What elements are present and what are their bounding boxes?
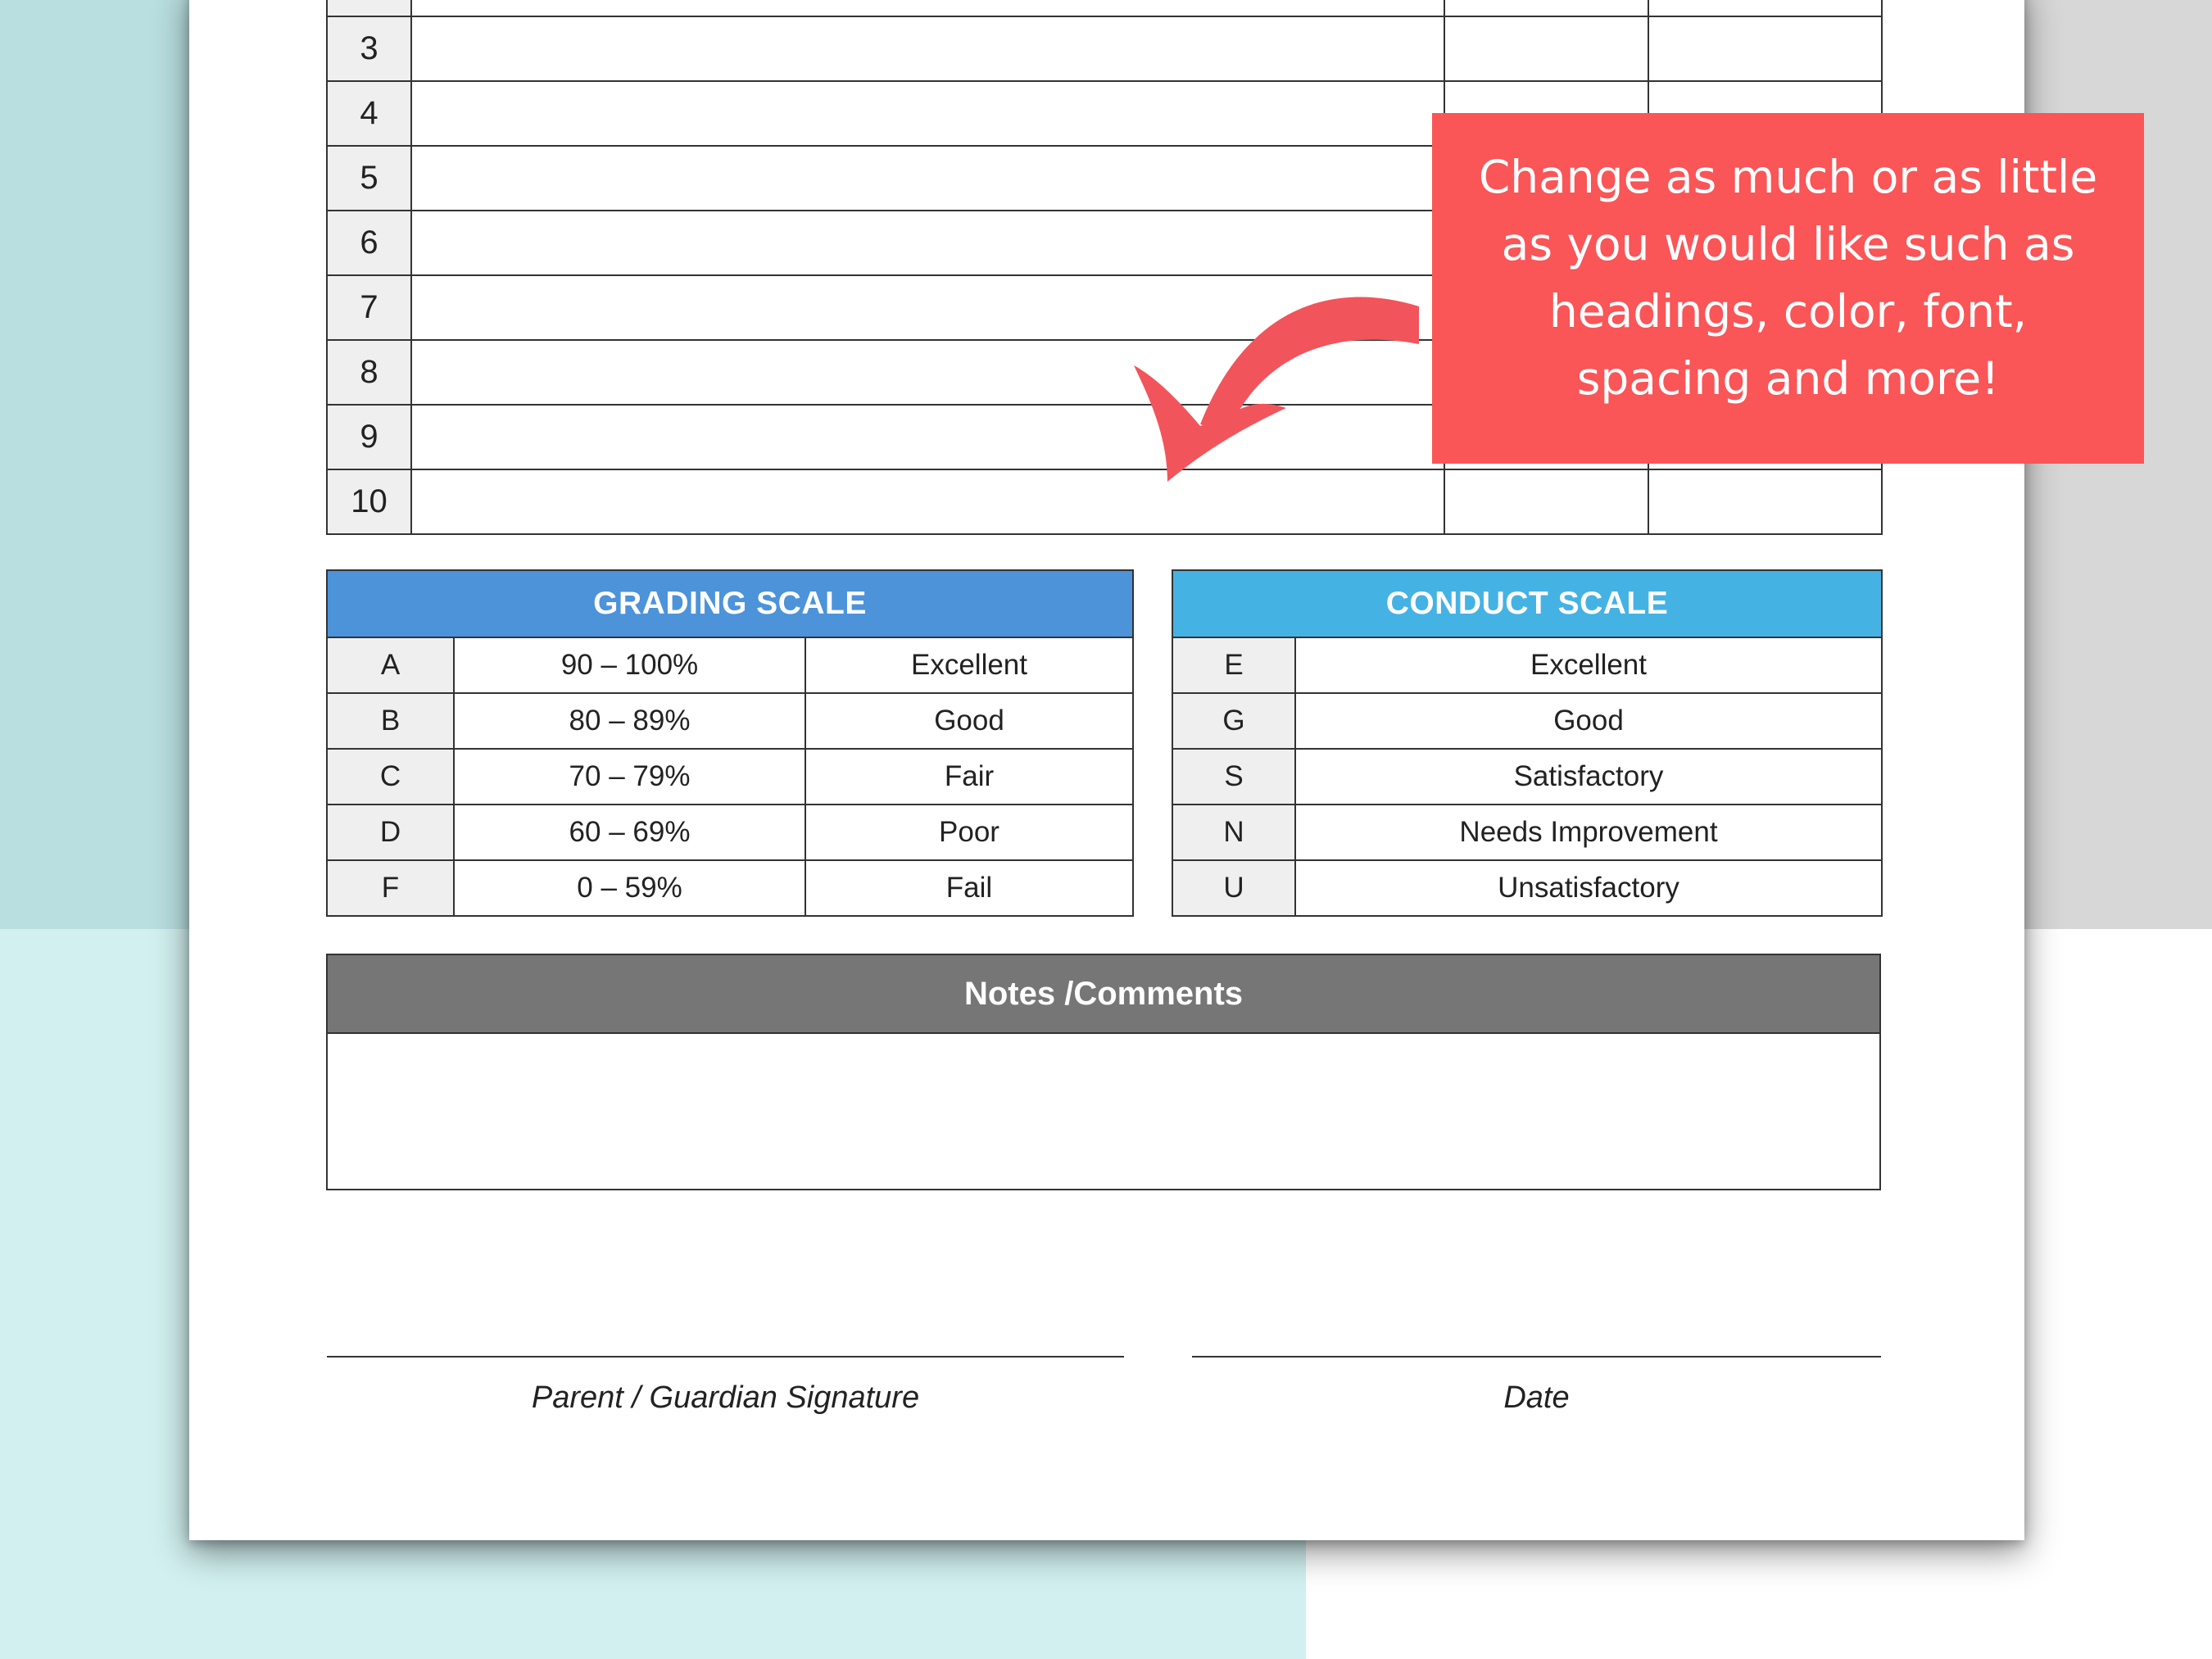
grading-row [327, 749, 1133, 805]
conduct-cell[interactable] [1648, 469, 1882, 534]
curved-arrow-icon [1122, 279, 1434, 492]
grading-row [327, 637, 1133, 693]
table-row [327, 0, 1882, 16]
subject-cell[interactable] [411, 211, 1444, 275]
row-number: 4 [327, 81, 411, 146]
conduct-letter: G [1172, 693, 1295, 749]
callout-line: as you would like such as [1501, 218, 2075, 270]
grade-range: 80 – 89% [454, 693, 805, 749]
conduct-label: Needs Improvement [1295, 805, 1882, 860]
row-number: 7 [327, 275, 411, 340]
conduct-letter: N [1172, 805, 1295, 860]
row-number [327, 0, 411, 16]
subject-cell[interactable] [411, 81, 1444, 146]
grading-scale-title: GRADING SCALE [327, 570, 1133, 637]
conduct-row [1172, 637, 1882, 693]
grading-row [327, 860, 1133, 916]
row-number: 5 [327, 146, 411, 211]
info-callout [1432, 113, 2144, 464]
callout-line: spacing and more! [1576, 352, 2000, 405]
parent-signature-line[interactable] [327, 1356, 1124, 1358]
grade-label: Poor [805, 805, 1133, 860]
conduct-row [1172, 749, 1882, 805]
row-number: 9 [327, 405, 411, 469]
grade-letter: B [327, 693, 454, 749]
grade-letter: F [327, 860, 454, 916]
grading-row [327, 693, 1133, 749]
callout-line: Change as much or as little [1478, 151, 2098, 203]
table-row [327, 469, 1882, 534]
grade-range: 0 – 59% [454, 860, 805, 916]
grading-row [327, 805, 1133, 860]
grade-label: Good [805, 693, 1133, 749]
grade-range: 70 – 79% [454, 749, 805, 805]
row-number: 6 [327, 211, 411, 275]
conduct-letter: U [1172, 860, 1295, 916]
conduct-row [1172, 805, 1882, 860]
notes-title: Notes /Comments [328, 955, 1879, 1034]
grade-label: Fail [805, 860, 1133, 916]
grade-cell[interactable] [1444, 469, 1648, 534]
parent-signature-label: Parent / Guardian Signature [531, 1380, 920, 1415]
subject-cell[interactable] [411, 16, 1444, 81]
grading-scale-table [326, 569, 1134, 917]
subject-cell[interactable] [411, 146, 1444, 211]
conduct-scale-table [1172, 569, 1883, 917]
notes-area[interactable] [328, 1034, 1879, 1189]
date-label: Date [1503, 1380, 1570, 1415]
notes-box [326, 954, 1881, 1190]
table-row [327, 16, 1882, 81]
subject-cell[interactable] [411, 0, 1444, 16]
date-line[interactable] [1192, 1356, 1881, 1358]
conduct-cell[interactable] [1648, 0, 1882, 16]
grade-letter: D [327, 805, 454, 860]
grade-letter: C [327, 749, 454, 805]
grade-letter: A [327, 637, 454, 693]
grade-label: Excellent [805, 637, 1133, 693]
conduct-scale-title: CONDUCT SCALE [1172, 570, 1882, 637]
grade-range: 90 – 100% [454, 637, 805, 693]
conduct-cell[interactable] [1648, 16, 1882, 81]
row-number: 10 [327, 469, 411, 534]
row-number: 3 [327, 16, 411, 81]
grade-cell[interactable] [1444, 0, 1648, 16]
conduct-label: Unsatisfactory [1295, 860, 1882, 916]
conduct-label: Excellent [1295, 637, 1882, 693]
conduct-row [1172, 860, 1882, 916]
conduct-letter: S [1172, 749, 1295, 805]
row-number: 8 [327, 340, 411, 405]
conduct-row [1172, 693, 1882, 749]
grade-label: Fair [805, 749, 1133, 805]
conduct-label: Good [1295, 693, 1882, 749]
grade-range: 60 – 69% [454, 805, 805, 860]
grade-cell[interactable] [1444, 16, 1648, 81]
conduct-label: Satisfactory [1295, 749, 1882, 805]
conduct-letter: E [1172, 637, 1295, 693]
callout-line: headings, color, font, [1548, 285, 2028, 338]
